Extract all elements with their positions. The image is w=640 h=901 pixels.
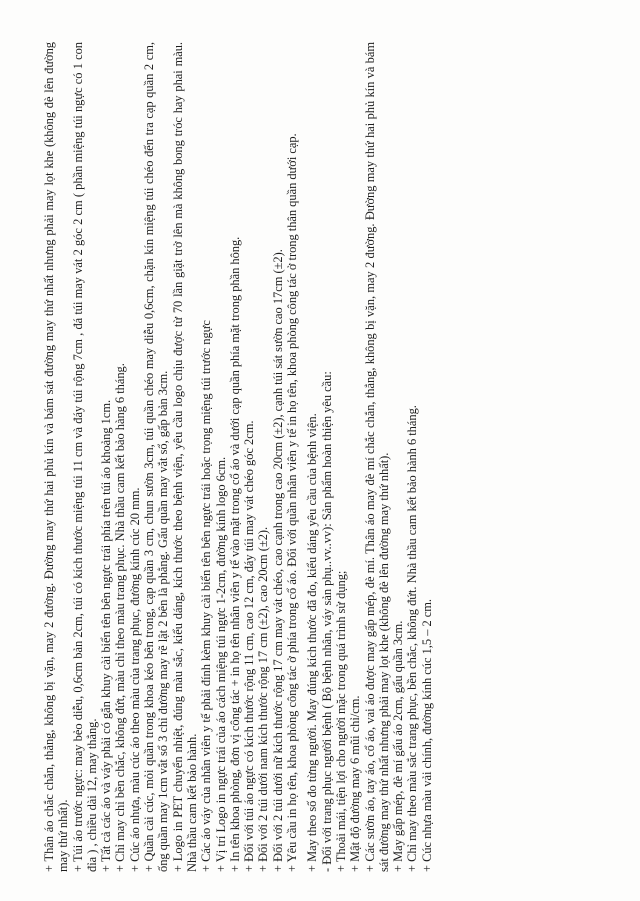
paragraph-logo-position: + Vị trí Logo in ngực trái của áo cách miệng túi ngực 1-2cm, đường kính logo 6cm. <box>213 456 228 872</box>
paragraph-hems: + May gấp mép, đè mí gấu áo 2cm, gấu quần 3cm. <box>391 620 406 872</box>
paragraph-stitch-density: + Mật độ đường may 6 mũi chỉ/cm. <box>348 695 363 872</box>
paragraph-comfort: + Thoải mái, tiện lợi cho người mặc trong quá trình sử dụng; <box>333 570 348 872</box>
paragraph-male-lower-pockets: + Đối với 2 túi dưới nam kích thước rộng 17 cm (±2), cao 20cm (±2). <box>256 526 271 872</box>
paragraph-chest-pocket: + Túi áo trước ngực: may bẻo diễu, 0,6cm bản 2cm, túi có kích thước miệng túi 11 cm và đáy túi rộng 7cm , đá túi may vát 2 góc 2 cm ( phần miệng túi ngực có 1 con đỉa ) , chiều dài 12, may thẳng. <box>70 42 99 872</box>
rotated-text-block <box>42 42 602 872</box>
paragraph-female-lower-pockets: + Đối với 2 túi dưới nữ kích thước rộng 17 cm may vát chéo, cao cạnh trong cao 20cm (±2), cạnh túi sát sườn cao 17cm (±2). <box>270 249 285 872</box>
paragraph-name-tag-button: + Tất cả các áo và váy phải có gắn khuy cài biển tên bên ngực trái phía trên túi áo khoảng 1cm. <box>99 399 114 872</box>
paragraph-body-seam: + Thân áo chắc chắn, thẳng, không bị vặn, may 2 đường. Đường may thứ hai phủ kín và bám sát đường may thứ nhất nhưng phải may lọt khe (không đè lên đường may thứ nhất). <box>42 42 71 872</box>
paragraph-patient-clothing: - Đối với trang phục người bệnh ( Bộ bệnh nhân, váy sản phụ..vv..vv): Sản phẩm hoàn thiện yêu cầu: <box>319 371 334 872</box>
document-body <box>42 42 434 872</box>
paragraph-measurement: + May theo số đo từng người. May đúng kích thước đã đo, kiểu dáng yêu cầu của bệnh viện. <box>305 413 320 872</box>
paragraph-chest-pocket-size: + Đối với túi áo ngực có kích thước rộng 11 cm, cao 12 cm, đáy túi may vát chéo góc 2cm. <box>242 420 257 872</box>
paragraph-thread: + Chỉ may chỉ bền chắc, không đứt, màu chỉ theo màu trang phục. Nhà thầu cam kết bảo hàng 6 tháng. <box>113 363 128 872</box>
paragraph-plastic-buttons: + Cúc nhựa màu vải chính, đường kính cúc 1,5 – 2 cm. <box>419 598 434 872</box>
paragraph-side-seams: + Các sườn áo, tay áo, cổ áo, vai áo được may gấp mép, đè mí. Thân áo may đè mí chắc chắn, thẳng, không bị vặn, may 2 đường. Đường may thứ hai phủ kín và bám sát đường may thứ nhất nhưng phải may lọt khe (không đè lên đường may thứ nhất). <box>362 42 391 872</box>
paragraph-dress-name-tag: + Các áo váy của nhân viên y tế phải đính kèm khuy cài biển tên bên ngực trái hoặc trọng miệng túi trước ngực <box>199 320 214 872</box>
paragraph-patient-thread: + Chỉ may theo màu sắc trang phục, bền chắc, không đứt. Nhà thầu cam kết bảo hành 6 tháng. <box>405 405 420 872</box>
paragraph-trousers: + Quần cài cúc, mỏi quần trong khoa kéo bên trong, cạp quần 3 cm, chun sườn 3cm, túi quần chéo may diễu 0,6cm, chặn kín miệng túi chéo đến tra cạp quần 2 cm, ống quần may 1cm vắt sổ 3 chỉ đường may rẽ lật 2 bên là phẳng. Gấu quần may vắt sổ, gấp bản 3cm. <box>142 42 171 872</box>
paragraph-print-department: + In tên khoa phòng, đơn vị công tác + in họ tên nhân viên y tế vào mặt trong cổ áo và dưới cạp quần phía mặt trong phần hông. <box>227 236 242 872</box>
paragraph-buttons: + Cúc áo nhựa, màu cúc áo theo màu của trang phục, đường kính cúc 20 mm. <box>127 487 142 872</box>
paragraph-logo: + Logo in PET chuyển nhiệt, đúng màu sắc, kiểu dáng, kích thước theo bệnh viện, yêu cầu logo chịu được từ 70 lần giặt trở lên mà không bong tróc hay phai màu. Nhà thầu cam kết bảo hành. <box>170 42 199 872</box>
paragraph-print-name: + Yêu cầu in họ tên, khoa phòng công tác ở phía trong cổ áo. Đối với quần nhân viên y tế in họ tên, khoa phòng công tác ở trong thân quần dưới cạp. <box>285 133 300 872</box>
